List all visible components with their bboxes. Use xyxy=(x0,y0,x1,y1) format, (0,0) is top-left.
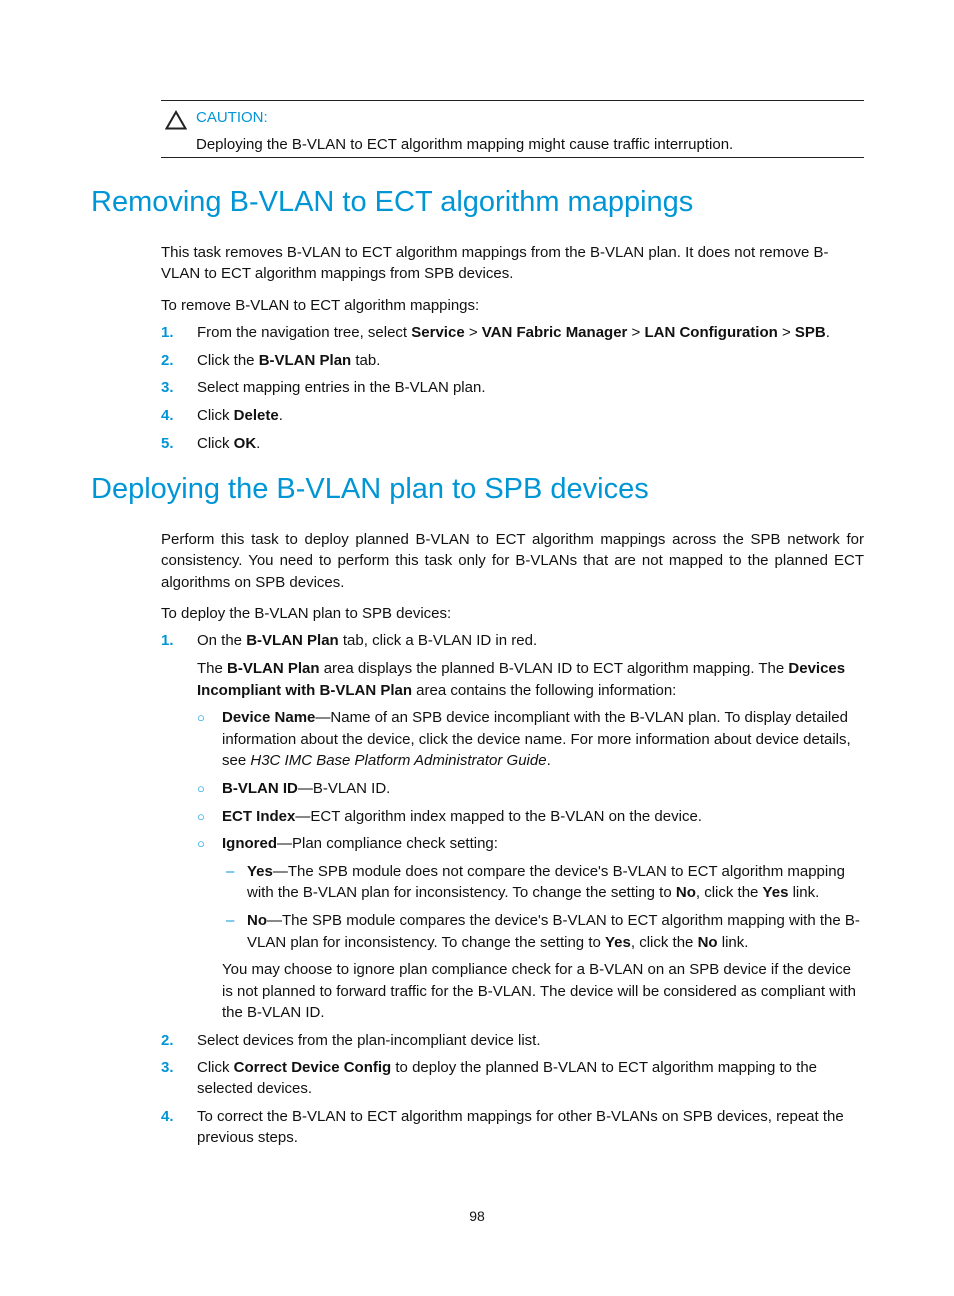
sub-bullet-item xyxy=(161,910,864,953)
warning-triangle-icon xyxy=(165,110,187,130)
step-number: 3. xyxy=(161,379,174,397)
text-run: Click xyxy=(197,406,234,424)
text-run: —B-VLAN ID. xyxy=(297,779,391,797)
bold-text: SPB xyxy=(794,324,826,342)
numbered-step xyxy=(161,405,864,426)
text-run: From the navigation tree, select xyxy=(197,324,412,342)
bullet-item xyxy=(161,707,864,771)
step-number: 1. xyxy=(161,324,174,342)
text-run: . xyxy=(825,324,830,342)
text-run: link. xyxy=(788,884,820,902)
text-run: You may choose to ignore plan compliance check for a B-VLAN on an SPB device if the device is not planned to forward traffic for the B-VLAN. The device will be considered as compliant with the B-VLAN ID. xyxy=(222,961,856,1021)
numbered-step xyxy=(161,322,864,343)
text-run: > xyxy=(777,324,795,342)
text-run: , click the xyxy=(695,884,763,902)
step-number: 3. xyxy=(161,1059,174,1077)
text-run: > xyxy=(627,324,645,342)
bold-text: Yes xyxy=(605,933,631,951)
page-number: 98 xyxy=(469,1208,485,1224)
section-heading-deploying: Deploying the B-VLAN plan to SPB devices xyxy=(91,473,649,505)
bold-text: B-VLAN Plan xyxy=(246,632,339,650)
section-body-removing xyxy=(161,242,864,454)
paragraph xyxy=(161,242,864,285)
step-number: 4. xyxy=(161,1108,174,1126)
text-run: tab, click a B-VLAN ID in red. xyxy=(338,632,538,650)
bold-text: B-VLAN Plan xyxy=(258,351,352,369)
text-run: —Plan compliance check setting: xyxy=(277,835,498,853)
numbered-step xyxy=(161,1057,864,1100)
bold-text: B-VLAN ID xyxy=(222,779,298,797)
italic-text: H3C IMC Base Platform Administrator Guide xyxy=(250,751,547,769)
bold-text: Correct Device Config xyxy=(233,1059,392,1077)
text-run: Perform this task to deploy planned B-VLAN to ECT algorithm mappings across the SPB network for consistency. You need to perform this task only for B-VLANs that are not mapped to the planned ECT algorithms on SPB devices. xyxy=(161,531,864,591)
text-run: To remove B-VLAN to ECT algorithm mappings: xyxy=(161,296,480,314)
numbered-step xyxy=(161,1030,864,1051)
step-number: 5. xyxy=(161,434,174,452)
text-run: . xyxy=(546,751,551,769)
bullet-marker: – xyxy=(226,863,235,881)
text-run: Select mapping entries in the B-VLAN plan. xyxy=(197,379,486,397)
paragraph xyxy=(161,529,864,593)
bold-text: Delete xyxy=(233,406,279,424)
step-number: 1. xyxy=(161,632,174,650)
text-run: . xyxy=(278,406,283,424)
step-number: 2. xyxy=(161,1031,174,1049)
paragraph xyxy=(161,658,864,701)
text-run: Click xyxy=(197,434,234,452)
bold-text: No xyxy=(247,912,267,930)
bullet-marker: – xyxy=(226,912,235,930)
text-run: This task removes B-VLAN to ECT algorithm mappings from the B-VLAN plan. It does not remove B-VLAN to ECT algorithm mappings from SPB devices. xyxy=(161,244,829,283)
caution-text: Deploying the B-VLAN to ECT algorithm mapping might cause traffic interruption. xyxy=(196,136,734,153)
text-run: link. xyxy=(717,933,749,951)
bullet-item xyxy=(161,806,864,827)
bold-text: Ignored xyxy=(222,835,277,853)
paragraph xyxy=(161,603,864,624)
bullet-marker: ○ xyxy=(197,780,205,796)
text-run: . xyxy=(256,434,261,452)
numbered-step xyxy=(161,433,864,454)
text-run: tab. xyxy=(351,351,381,369)
text-run: To correct the B-VLAN to ECT algorithm mappings for other B-VLANs on SPB devices, repeat the previous steps. xyxy=(197,1108,844,1147)
numbered-step xyxy=(161,1106,864,1149)
text-run: area contains the following information: xyxy=(412,681,677,699)
bold-text: Yes xyxy=(247,863,273,881)
text-run: Click xyxy=(197,1059,234,1077)
text-run: Select devices from the plan-incompliant device list. xyxy=(197,1031,541,1049)
bold-text: LAN Configuration xyxy=(644,324,778,342)
text-run: > xyxy=(464,324,482,342)
text-run: —The SPB module compares the device's B-VLAN to ECT algorithm mapping with the B-VLAN plan for inconsistency. To change the setting to xyxy=(247,912,860,951)
text-run: —Name of an SPB device incompliant with the B-VLAN plan. To display detailed information about the device, click the device name. For more information about device details, see xyxy=(222,709,851,769)
bold-text: OK xyxy=(233,434,257,452)
numbered-step xyxy=(161,630,864,651)
bold-text: VAN Fabric Manager xyxy=(481,324,628,342)
sub-bullet-item xyxy=(161,861,864,904)
bullet-item xyxy=(161,778,864,799)
bullet-item xyxy=(161,833,864,854)
paragraph xyxy=(161,295,864,316)
bullet-marker: ○ xyxy=(197,836,205,852)
section-body-deploying xyxy=(161,529,864,1149)
paragraph xyxy=(161,959,864,1023)
bullet-marker: ○ xyxy=(197,710,205,726)
text-run: To deploy the B-VLAN plan to SPB devices: xyxy=(161,604,452,622)
bold-text: B-VLAN Plan xyxy=(227,660,320,678)
bullet-marker: ○ xyxy=(197,808,205,824)
section-heading-removing: Removing B-VLAN to ECT algorithm mappings xyxy=(91,186,694,218)
text-run: area displays the planned B-VLAN ID to ECT algorithm mapping. The xyxy=(319,660,789,678)
numbered-step xyxy=(161,350,864,371)
step-number: 4. xyxy=(161,406,174,424)
step-number: 2. xyxy=(161,351,174,369)
text-run: —ECT algorithm index mapped to the B-VLAN on the device. xyxy=(295,807,702,825)
text-run: On the xyxy=(197,632,247,650)
bold-text: Devices Incompliant with B-VLAN Plan xyxy=(197,660,846,699)
bold-text: Service xyxy=(411,324,465,342)
text-run: to deploy the planned B-VLAN to ECT algorithm mapping to the selected devices. xyxy=(197,1059,818,1098)
caution-label: CAUTION: xyxy=(196,109,268,126)
text-run: , click the xyxy=(630,933,698,951)
bold-text: No xyxy=(675,884,696,902)
bold-text: Device Name xyxy=(222,709,316,727)
text-run: Click the xyxy=(197,351,259,369)
bold-text: No xyxy=(697,933,718,951)
text-run: —The SPB module does not compare the device's B-VLAN to ECT algorithm mapping with the B-VLAN plan for inconsistency. To change the setting to xyxy=(247,863,845,902)
caution-box xyxy=(161,100,864,158)
text-run: The xyxy=(197,660,228,678)
bold-text: Yes xyxy=(762,884,789,902)
bold-text: ECT Index xyxy=(222,807,296,825)
numbered-step xyxy=(161,377,864,398)
